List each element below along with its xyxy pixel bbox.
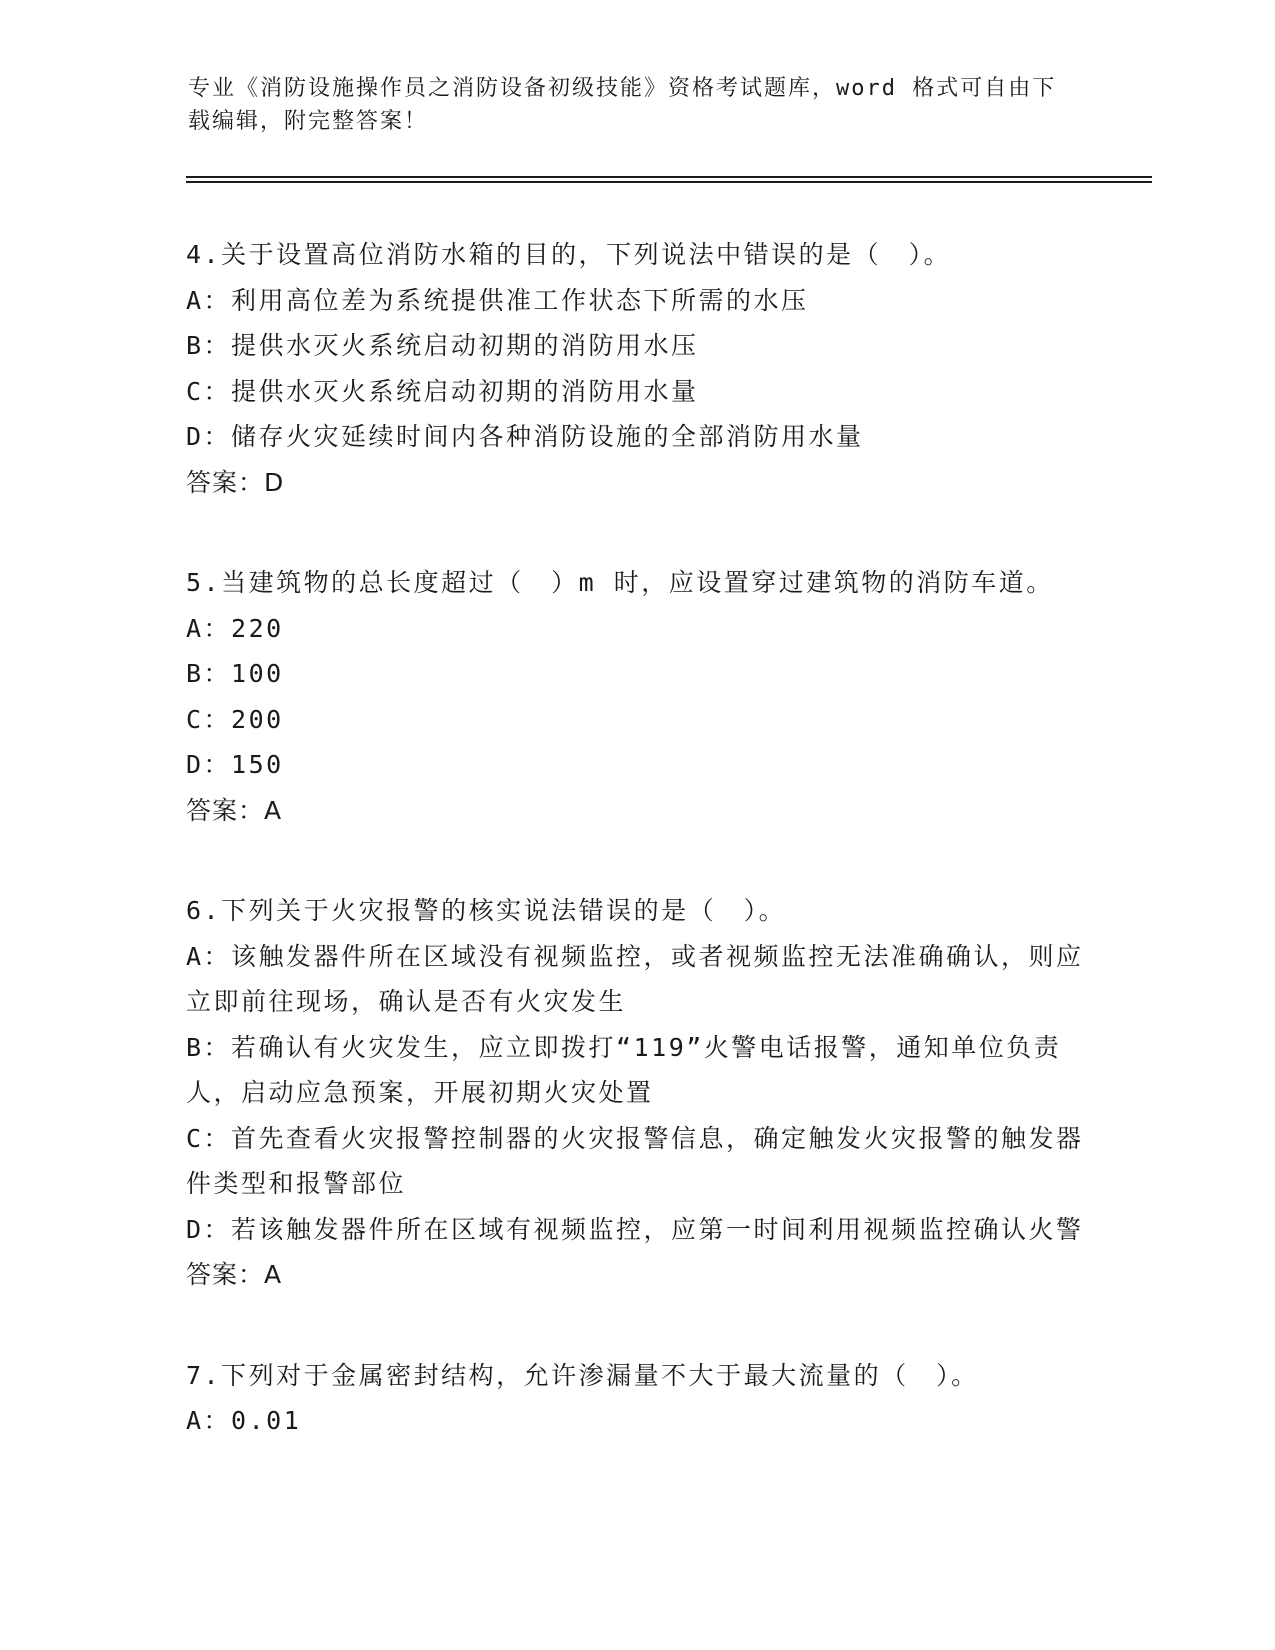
option-a: A：0.01 xyxy=(186,1406,302,1435)
option-d: D：150 xyxy=(186,750,284,779)
question-6 xyxy=(186,888,1086,1298)
option-b: B：提供水灭火系统启动初期的消防用水压 xyxy=(186,331,699,360)
option-c: C：提供水灭火系统启动初期的消防用水量 xyxy=(186,376,699,406)
question-stem: 4.关于设置高位消防水箱的目的，下列说法中错误的是（ ）。 xyxy=(186,240,952,269)
option-a: A：利用高位差为系统提供准工作状态下所需的水压 xyxy=(186,285,809,315)
header-line-2: 载编辑，附完整答案！ xyxy=(188,109,429,134)
option-b: B：100 xyxy=(186,659,284,688)
answer-text: 答案：A xyxy=(186,1260,283,1289)
question-list xyxy=(186,232,1086,1499)
answer-text: 答案：A xyxy=(186,795,283,825)
header-line-1: 专业《消防设施操作员之消防设备初级技能》资格考试题库，word 格式可自由下 xyxy=(188,76,1057,101)
option-a: A：该触发器件所在区域没有视频监控，或者视频监控无法准确确认，则应立即前往现场，确认是否有火灾发生 xyxy=(186,941,1084,1016)
option-a: A：220 xyxy=(186,613,284,643)
option-d: D：储存火灾延续时间内各种消防设施的全部消防用水量 xyxy=(186,422,864,451)
document-header xyxy=(188,72,1068,138)
question-5 xyxy=(186,560,1086,833)
option-d: D：若该触发器件所在区域有视频监控，应第一时间利用视频监控确认火警 xyxy=(186,1214,1084,1244)
header-divider-bottom xyxy=(186,181,1152,183)
answer-text: 答案：D xyxy=(186,467,285,497)
option-c: C：200 xyxy=(186,704,284,734)
question-stem: 6.下列关于火灾报警的核实说法错误的是（ ）。 xyxy=(186,896,787,925)
header-divider-top xyxy=(186,176,1152,178)
question-stem: 5.当建筑物的总长度超过（ ）m 时，应设置穿过建筑物的消防车道。 xyxy=(186,568,1054,597)
question-4 xyxy=(186,232,1086,505)
option-c: C：首先查看火灾报警控制器的火灾报警信息，确定触发火灾报警的触发器件类型和报警部位 xyxy=(186,1123,1084,1198)
question-stem: 7.下列对于金属密封结构，允许渗漏量不大于最大流量的（ ）。 xyxy=(186,1360,979,1390)
option-b: B：若确认有火灾发生，应立即拨打“119”火警电话报警，通知单位负责人，启动应急预案，开展初期火灾处置 xyxy=(186,1032,1062,1107)
question-7 xyxy=(186,1353,1086,1444)
